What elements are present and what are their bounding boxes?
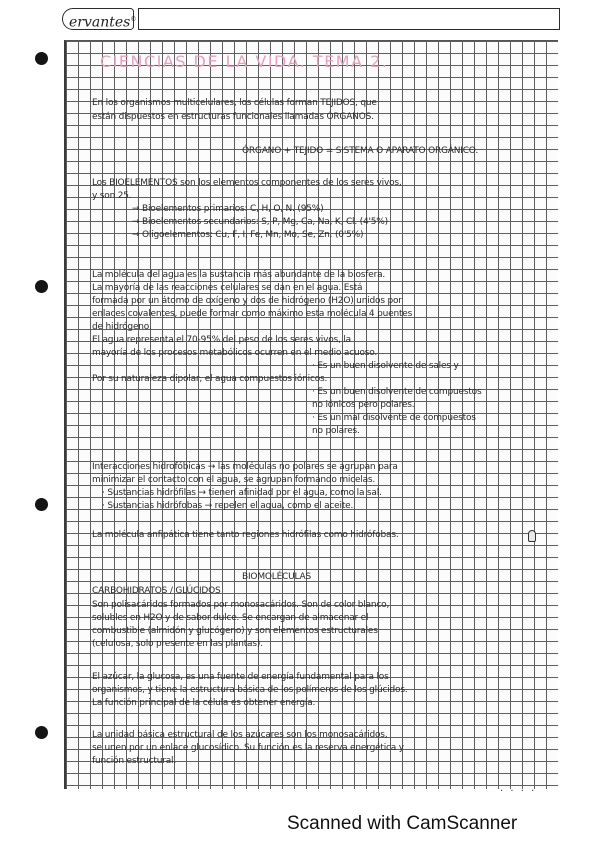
note-line: · Sustancias hidrófobas → repelen el agua, como el aceite. (102, 501, 354, 511)
brand-logo: ervantes© (62, 8, 134, 30)
note-line: La función principal de la célula es obtener energía. (92, 698, 316, 708)
note-line: BIOMOLÉCULAS (242, 572, 312, 582)
name-field-box (138, 8, 560, 30)
note-line: La molécula del agua es la sustancia más abundante de la biosfera. (92, 270, 386, 280)
lightbulb-icon (528, 530, 536, 542)
binder-hole (35, 52, 48, 65)
note-line: ÓRGANO + TEJIDO = SISTEMA O APARATO ORGÁNICO. (242, 146, 478, 156)
note-line: Son polisacáridos formados por monosacáridos. Son de color blanco, (92, 600, 390, 610)
note-line: (celulosa, solo presente en las plantas). (92, 639, 263, 649)
note-line: no polares. (312, 426, 360, 436)
note-line: La mayoría de las reacciones celulares se dan en el agua. Está (92, 283, 363, 293)
ellipsis-mark: · · · · (500, 786, 537, 797)
note-line: CARBOHIDRATOS / GLÚCIDOS (92, 586, 221, 596)
note-line: enlaces covalentes, puede formar como máximo esta molécula 4 puentes (92, 309, 413, 319)
note-line: están dispuestos en estructuras funcionales llamadas ÓRGANOS. (92, 112, 374, 122)
note-line: · Es un buen disolvente de compuestos (312, 387, 482, 397)
note-line: formada por un átomo de oxígeno y dos de hidrógeno (H2O) unidos por (92, 296, 402, 306)
note-line: no iónicos pero polares. (312, 400, 415, 410)
note-line: combustible (almidón y glucógeno) y son elementos estructurales (92, 626, 378, 636)
note-line: El azúcar, la glucosa, es una fuente de energía fundamental para los (92, 672, 389, 682)
note-line: · Sustancias hidrófilas → tienen afinidad por el agua, como la sal. (102, 488, 382, 498)
binder-hole (35, 498, 48, 511)
note-line: · Es un mal disolvente de compuestos (312, 413, 476, 423)
note-line: La molécula anfipática tiene tanto regiones hidrófilas como hidrófobas. (92, 530, 399, 540)
note-line: de hidrógeno. (92, 322, 152, 332)
note-line: mayoría de los procesos metabólicos ocurren en el medio acuoso. (92, 348, 378, 358)
note-line: se unen por un enlace glucosídico. Su función es la reserva energética y (92, 743, 404, 753)
note-line: La unidad básica estructural de los azúcares son los monosacáridos, (92, 730, 388, 740)
note-line: minimizar el contacto con el agua, se agrupan formando micelas. (92, 475, 376, 485)
binder-hole (35, 726, 48, 739)
note-line: → Oligoelementos: Cu, F, I, Fe, Mn, Mo, Se, Zn. (0'5%) (132, 230, 364, 240)
page-title: CIENCIAS DE LA VIDA. TEMA 2. (100, 52, 389, 71)
note-line: y son 25. (92, 191, 132, 201)
note-line: El agua representa el 70-95% del peso de los seres vivos, la (92, 335, 351, 345)
scanner-watermark: Scanned with CamScanner (287, 813, 518, 834)
note-line: Los BIOELEMENTOS son los elementos componentes de los seres vivos, (92, 178, 402, 188)
note-line: → Bioelementos primarios: C, H, O, N. (95%) (132, 204, 324, 214)
note-line: · Es un buen disolvente de sales y (312, 361, 459, 371)
note-line: En los organismos multicelulares, los células forman TEJIDOS, que (92, 98, 377, 108)
note-line: organismos, y tiene la estructura básica de los polímeros de los glúcidos. (92, 685, 408, 695)
note-line: solubles en H2O y de sabor dulce. Se encargan de almacenar el (92, 613, 369, 623)
note-line: Por su naturaleza dipolar, el agua compuestos iónicos. (92, 374, 328, 384)
note-line: Interacciones hidrofóbicas → las moléculas no polares se agrupan para (92, 462, 398, 472)
note-line: función estructural. (92, 756, 177, 766)
note-line: → Bioelementos secundarios: S, P, Mg, Ca, Na, K, Cl. (4'5%) (132, 217, 388, 227)
binder-hole (35, 280, 48, 293)
